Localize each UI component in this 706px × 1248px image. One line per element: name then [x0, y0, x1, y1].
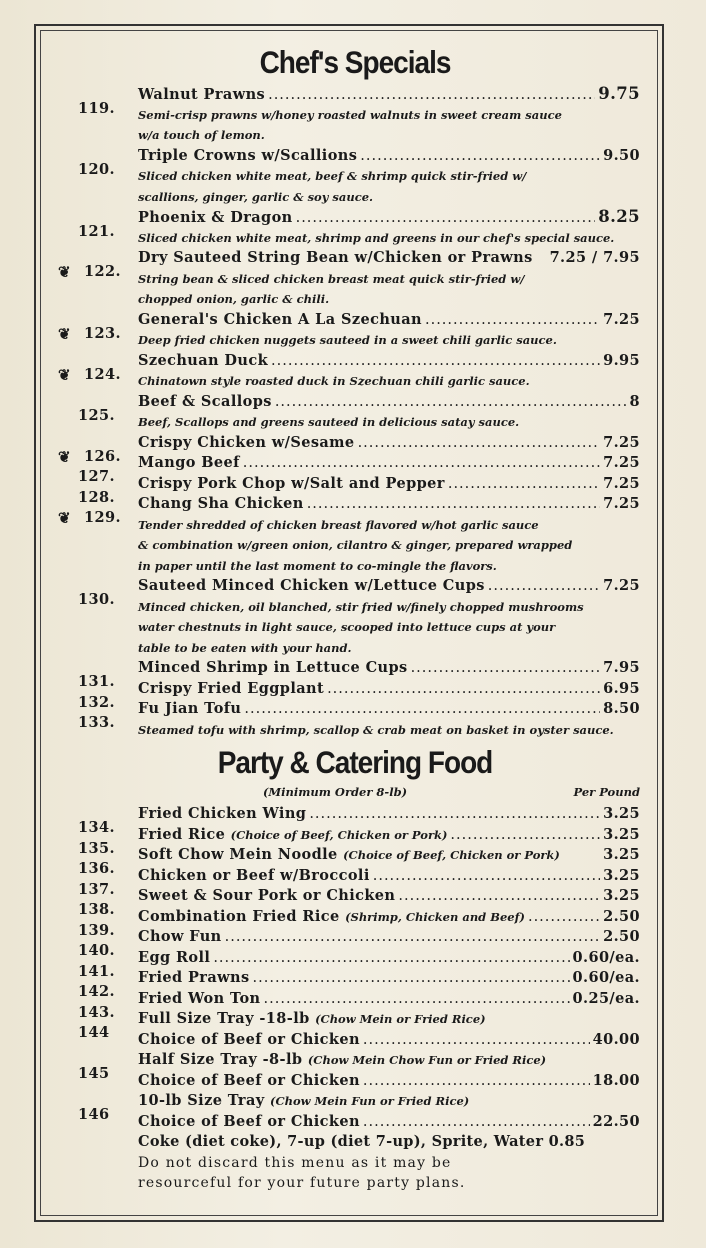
item-price: 9.50 [603, 146, 640, 164]
dot-leader [253, 968, 570, 989]
item-price: 7.25 [603, 577, 640, 594]
item-name: General's Chicken A La Szechuan [138, 310, 422, 328]
item-name-text: Chicken or Beef w/Broccoli [138, 866, 370, 884]
item-name-text: Chow Fun [138, 928, 222, 945]
item-name: Mango Beef [138, 454, 240, 471]
item-number-text: 130. [78, 591, 115, 608]
item-note: (Chow Mein Chow Fun or Fried Rice) [307, 1053, 547, 1067]
dot-leader [398, 886, 600, 907]
item-name-text: 10-lb Size Tray [138, 1092, 265, 1109]
item-price: 3.25 [603, 866, 640, 884]
party-trays-list [70, 1009, 640, 1132]
item-number-text: 134. [78, 819, 115, 836]
item-price: 7.25 [603, 474, 640, 492]
item-price: 3.25 [603, 805, 640, 822]
item-name [138, 866, 370, 887]
item-price: 18.00 [592, 1071, 640, 1089]
item-price: 7.25 [603, 433, 640, 451]
item-name: Crispy Pork Chop w/Salt and Pepper [138, 474, 445, 492]
dot-leader [528, 907, 600, 928]
tray-choice: Choice of Beef or Chicken [138, 1112, 360, 1130]
dot-leader [243, 453, 600, 474]
item-name-text: Soft Chow Mein Noodle [138, 846, 338, 863]
item-number-text: 137. [78, 880, 115, 898]
dot-leader [363, 1030, 590, 1051]
item-name-text: Fried Rice [138, 825, 226, 843]
per-pound-label: Per Pound [573, 785, 640, 799]
item-number-text: 135. [78, 839, 115, 857]
item-number-text: 133. [78, 714, 115, 731]
item-note: (Chow Mein Fun or Fried Rice) [270, 1094, 470, 1108]
item-name: Sauteed Minced Chicken w/Lettuce Cups [138, 577, 485, 594]
dot-leader [363, 1112, 590, 1133]
item-name-text: Fried Won Ton [138, 989, 261, 1007]
item-number-text: 122. [84, 263, 121, 280]
item-price: 3.25 [603, 846, 640, 863]
item-note: (Choice of Beef, Chicken or Pork) [343, 848, 560, 862]
item-price: 2.50 [603, 928, 640, 945]
dot-leader [307, 494, 600, 515]
item-name: Szechuan Duck [138, 351, 269, 369]
item-description: Sliced chicken white meat, beef & shrimp quick stir-fried w/ [138, 169, 527, 183]
item-number-text: 131. [78, 673, 115, 690]
dot-leader [327, 679, 600, 700]
pepper-icon: ❦ [58, 365, 71, 384]
item-description: String bean & sliced chicken breast meat quick stir-fried w/ [138, 271, 525, 286]
item-name-text: Combination Fried Rice [138, 907, 340, 925]
minimum-order-note: (Minimum Order 8-lb) [262, 785, 408, 799]
dot-leader [411, 658, 601, 679]
item-description: w/a touch of lemon. [138, 128, 265, 142]
item-note: (Choice of Beef, Chicken or Pork) [230, 827, 448, 842]
item-price: 8 [629, 392, 640, 410]
dot-leader [363, 1071, 590, 1092]
item-price: 9.75 [598, 84, 640, 103]
item-name [138, 804, 306, 825]
item-name: Walnut Prawns [138, 86, 266, 103]
dot-leader [275, 392, 627, 413]
item-name-text: Fried Chicken Wing [138, 805, 307, 822]
item-name [138, 886, 395, 907]
party-catering-title: Party & Catering Food [217, 745, 493, 780]
item-price: 40.00 [592, 1030, 640, 1048]
chefs-specials-title: Chef's Specials [259, 45, 451, 80]
item-name: Phoenix & Dragon [138, 209, 293, 226]
item-name [138, 825, 447, 846]
item-name: Triple Crowns w/Scallions [138, 146, 358, 164]
dot-leader [271, 351, 600, 372]
item-price: 2.50 [603, 907, 640, 925]
item-number-text: 126. [84, 447, 121, 465]
tray-choice: Choice of Beef or Chicken [138, 1071, 360, 1089]
item-name-text: Half Size Tray -8-lb [138, 1051, 303, 1068]
dot-leader [213, 948, 569, 969]
item-name [138, 927, 222, 948]
item-price: 7.25 / 7.95 [549, 249, 640, 266]
item-description: Beef, Scallops and greens sauteed in delicious satay sauce. [138, 415, 520, 429]
item-number-text: 127. [78, 468, 115, 485]
item-name [138, 1009, 486, 1030]
item-price: 3.25 [603, 825, 640, 843]
item-name: Dry Sauteed String Bean w/Chicken or Prawns [138, 249, 533, 266]
dot-leader [268, 85, 595, 106]
item-name [138, 845, 560, 866]
item-number-text: 128. [78, 488, 115, 506]
item-description: water chestnuts in light sauce, scooped into lettuce cups at your [138, 620, 556, 634]
item-name-text: Egg Roll [138, 948, 211, 966]
pepper-icon: ❦ [58, 324, 71, 343]
item-number-text: 120. [78, 160, 115, 178]
dot-leader [296, 208, 596, 229]
dot-leader [244, 699, 600, 720]
item-number-text: 138. [78, 901, 115, 918]
dot-leader [373, 866, 600, 887]
item-name: Crispy Chicken w/Sesame [138, 433, 355, 451]
item-number-text: 132. [78, 693, 115, 711]
footer-line: Do not discard this menu as it may be [138, 1154, 452, 1171]
party-subheader [70, 780, 640, 804]
item-name-text: Full Size Tray -18-lb [138, 1010, 310, 1027]
item-number-text: 136. [78, 860, 115, 877]
dot-leader [488, 576, 600, 597]
item-number-text: 141. [78, 962, 115, 980]
item-name [138, 1050, 546, 1071]
item-description: Minced chicken, oil blanched, stir fried w/finely chopped mushrooms [138, 599, 584, 614]
item-name: Beef & Scallops [138, 392, 272, 410]
item-name [138, 1091, 469, 1112]
item-name: Chang Sha Chicken [138, 495, 304, 512]
item-description: Semi-crisp prawns w/honey roasted walnuts in sweet cream sauce [138, 107, 562, 122]
dot-leader [448, 474, 600, 495]
chefs-specials-list [58, 84, 640, 740]
item-number-text: 124. [84, 365, 121, 383]
item-description: in paper until the last moment to co-mingle the flavors. [138, 558, 497, 573]
item-name-text: Fried Prawns [138, 969, 250, 986]
item-name [138, 989, 261, 1010]
item-price: 7.25 [603, 310, 640, 328]
item-number-text: 142. [78, 983, 115, 1000]
dot-leader [225, 927, 600, 948]
dot-leader [358, 433, 601, 454]
item-number-text: 143. [78, 1003, 115, 1021]
item-name: Minced Shrimp in Lettuce Cups [138, 659, 408, 676]
dot-leader [309, 804, 600, 825]
item-number-text: 146 [78, 1106, 110, 1123]
dot-leader [450, 825, 600, 846]
item-price: 9.95 [603, 351, 640, 369]
item-description: Tender shredded of chicken breast flavored w/hot garlic sauce [138, 517, 539, 532]
item-price: 8.25 [598, 207, 640, 226]
footer-note [70, 1153, 640, 1193]
item-name: Crispy Fried Eggplant [138, 679, 325, 697]
item-description: Chinatown style roasted duck in Szechuan chili garlic sauce. [138, 374, 530, 388]
item-price: 7.95 [603, 659, 640, 676]
item-price: 22.50 [592, 1112, 640, 1130]
item-description: scallions, ginger, garlic & soy sauce. [138, 189, 374, 204]
item-name-text: Sweet & Sour Pork or Chicken [138, 887, 396, 904]
pepper-icon: ❦ [58, 509, 71, 527]
item-price: 6.95 [603, 679, 640, 697]
menu-content [58, 44, 640, 1193]
item-description: & combination w/green onion, cilantro & ginger, prepared wrapped [138, 538, 573, 552]
item-description: chopped onion, garlic & chili. [138, 292, 330, 306]
drinks-line: Coke (diet coke), 7-up (diet 7-up), Sprite, Water 0.85 [138, 1133, 586, 1150]
dot-leader [264, 989, 570, 1010]
item-number-text: 140. [78, 942, 115, 959]
item-number-text: 123. [84, 324, 121, 342]
item-description: Steamed tofu with shrimp, scallop & crab meat on basket in oyster sauce. [138, 722, 614, 737]
item-description: Sliced chicken white meat, shrimp and greens in our chef's special sauce. [138, 230, 615, 245]
item-price: 0.25/ea. [572, 989, 640, 1007]
item-price: 7.25 [603, 495, 640, 512]
item-number-text: 144 [78, 1024, 110, 1041]
tray-choice: Choice of Beef or Chicken [138, 1030, 360, 1048]
item-name [138, 968, 250, 989]
item-number-text: 139. [78, 921, 115, 939]
item-number-text: 125. [78, 406, 115, 424]
item-name [138, 948, 210, 969]
item-note: (Shrimp, Chicken and Beef) [345, 909, 525, 924]
item-name: Fu Jian Tofu [138, 700, 242, 717]
item-number-text: 119. [78, 100, 115, 117]
item-price: 0.60/ea. [572, 969, 640, 986]
item-price: 8.50 [603, 700, 640, 717]
item-description: Deep fried chicken nuggets sauteed in a sweet chili garlic sauce. [138, 333, 557, 347]
item-number-text: 121. [78, 223, 115, 240]
item-number-text: 129. [84, 509, 121, 526]
tray-choice-row [70, 1071, 640, 1092]
dot-leader [425, 310, 600, 331]
pepper-icon: ❦ [58, 447, 71, 466]
item-number-text: 145 [78, 1065, 110, 1082]
pepper-icon: ❦ [58, 263, 71, 281]
item-price: 3.25 [603, 887, 640, 904]
item-price: 0.60/ea. [572, 948, 640, 966]
item-price: 7.25 [603, 454, 640, 471]
footer-line: resourceful for your future party plans. [138, 1174, 466, 1191]
item-description: table to be eaten with your hand. [138, 640, 352, 655]
item-name [138, 907, 525, 928]
dot-leader [360, 146, 600, 167]
tray-choice-row [70, 1112, 640, 1133]
item-note: (Chow Mein or Fried Rice) [315, 1012, 486, 1026]
tray-choice-row [70, 1030, 640, 1051]
